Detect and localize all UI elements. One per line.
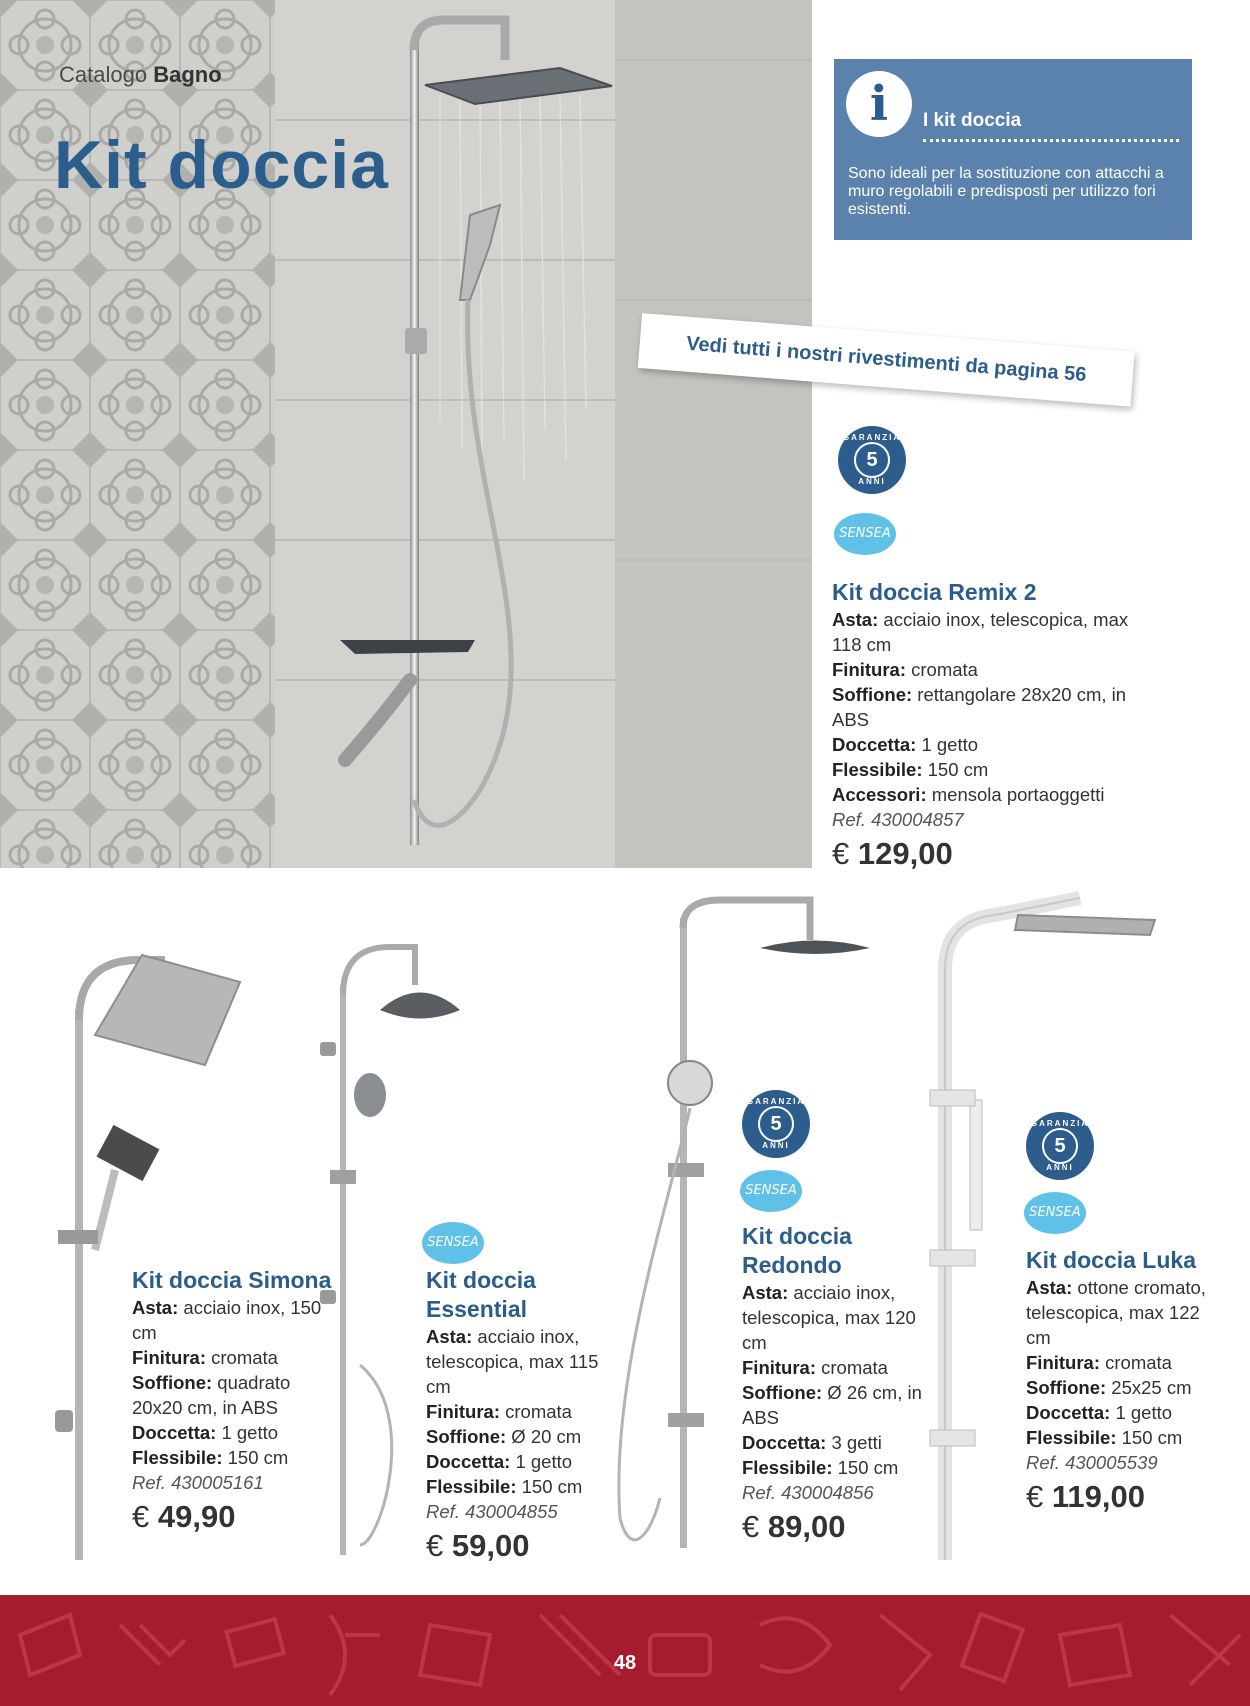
spec-value: 150 cm bbox=[521, 1476, 583, 1497]
product-card bbox=[832, 578, 1162, 872]
spec-value: cromata bbox=[1105, 1352, 1172, 1373]
product-card bbox=[426, 1266, 616, 1564]
sensea-logo: SENSEA bbox=[1024, 1192, 1086, 1234]
spec-value: Ø 26 cm, in ABS bbox=[742, 1382, 922, 1428]
warranty-label: GARANZIA bbox=[1030, 1119, 1090, 1128]
product-name: Kit doccia Remix 2 bbox=[832, 579, 1037, 605]
spec-value: mensola portaoggetti bbox=[931, 784, 1105, 805]
warranty-unit: ANNI bbox=[1046, 1163, 1074, 1172]
product-spec bbox=[832, 657, 1162, 682]
spec-label: Flessibile: bbox=[426, 1476, 517, 1497]
product-spec bbox=[132, 1420, 332, 1445]
product-spec bbox=[426, 1449, 616, 1474]
page-title: Kit doccia bbox=[54, 127, 389, 203]
spec-label: Asta: bbox=[1026, 1277, 1073, 1298]
price-value: 129,00 bbox=[857, 836, 953, 871]
product-spec bbox=[1026, 1275, 1226, 1350]
price-currency: € bbox=[1026, 1479, 1044, 1514]
spec-value: cromata bbox=[821, 1357, 888, 1378]
spec-label: Soffione: bbox=[1026, 1377, 1107, 1398]
tools-pattern bbox=[0, 1595, 1250, 1706]
warranty-label: GARANZIA bbox=[746, 1097, 806, 1106]
spec-label: Finitura: bbox=[742, 1357, 816, 1378]
spec-label: Soffione: bbox=[132, 1372, 213, 1393]
spec-label: Asta: bbox=[742, 1282, 789, 1303]
product-spec bbox=[832, 607, 1162, 657]
spec-label: Accessori: bbox=[832, 784, 927, 805]
info-text: Sono ideali per la sostituzione con attacchi a muro regolabili e predisposti per utilizzo fori esistenti. bbox=[848, 165, 1164, 218]
spec-label: Flessibile: bbox=[832, 759, 923, 780]
product-spec bbox=[742, 1280, 932, 1355]
price-value: 49,90 bbox=[157, 1499, 236, 1534]
price-value: 119,00 bbox=[1051, 1479, 1145, 1514]
spec-value: 150 cm bbox=[227, 1447, 289, 1468]
spec-value: cromata bbox=[505, 1401, 572, 1422]
info-box bbox=[834, 59, 1192, 240]
product-spec bbox=[742, 1380, 932, 1430]
catalog-section: Bagno bbox=[153, 62, 222, 87]
spec-value: 1 getto bbox=[221, 1422, 279, 1443]
spec-label: Soffione: bbox=[742, 1382, 823, 1403]
product-spec bbox=[426, 1324, 616, 1399]
spec-label: Flessibile: bbox=[742, 1457, 833, 1478]
warranty-badge bbox=[1026, 1112, 1094, 1180]
spec-label: Asta: bbox=[132, 1297, 179, 1318]
spec-value: 3 getti bbox=[831, 1432, 882, 1453]
price-currency: € bbox=[132, 1499, 150, 1534]
tiles-reference-ribbon[interactable]: Vedi tutti i nostri rivestimenti da pagina 56 bbox=[638, 313, 1135, 407]
product-spec bbox=[426, 1424, 616, 1449]
price-value: 59,00 bbox=[451, 1528, 530, 1563]
warranty-unit: ANNI bbox=[858, 477, 886, 486]
product-name: Kit doccia Redondo bbox=[742, 1223, 852, 1278]
warranty-years: 5 bbox=[758, 1106, 794, 1142]
warranty-years: 5 bbox=[1042, 1128, 1078, 1164]
product-ref: Ref. 430005539 bbox=[1026, 1452, 1158, 1473]
product-spec bbox=[1026, 1425, 1226, 1450]
price-currency: € bbox=[832, 836, 850, 871]
spec-value: acciaio inox, 150 cm bbox=[132, 1297, 322, 1343]
product-name: Kit doccia Essential bbox=[426, 1267, 536, 1322]
spec-value: 150 cm bbox=[927, 759, 989, 780]
info-icon: i bbox=[846, 71, 912, 137]
spec-label: Flessibile: bbox=[1026, 1427, 1117, 1448]
product-card bbox=[742, 1222, 932, 1545]
sensea-logo: SENSEA bbox=[740, 1170, 802, 1212]
product-ref: Ref. 430004857 bbox=[832, 809, 964, 830]
spec-label: Soffione: bbox=[832, 684, 913, 705]
product-card bbox=[132, 1266, 332, 1535]
spec-value: acciaio inox, telescopica, max 115 cm bbox=[426, 1326, 599, 1397]
product-ref: Ref. 430004855 bbox=[426, 1501, 558, 1522]
spec-value: 1 getto bbox=[515, 1451, 573, 1472]
warranty-years: 5 bbox=[854, 442, 890, 478]
spec-label: Doccetta: bbox=[742, 1432, 827, 1453]
sensea-logo: SENSEA bbox=[422, 1222, 484, 1264]
spec-label: Finitura: bbox=[1026, 1352, 1100, 1373]
price-value: 89,00 bbox=[767, 1509, 846, 1544]
spec-value: 150 cm bbox=[837, 1457, 899, 1478]
sensea-logo: SENSEA bbox=[834, 513, 896, 555]
product-spec bbox=[132, 1445, 332, 1470]
page-number: 48 bbox=[613, 1652, 637, 1674]
spec-value: 1 getto bbox=[1115, 1402, 1173, 1423]
price-currency: € bbox=[742, 1509, 760, 1544]
spec-value: acciaio inox, telescopica, max 118 cm bbox=[832, 609, 1129, 655]
product-spec bbox=[1026, 1400, 1226, 1425]
spec-value: quadrato 20x20 cm, in ABS bbox=[132, 1372, 291, 1418]
spec-label: Doccetta: bbox=[832, 734, 917, 755]
spec-label: Doccetta: bbox=[132, 1422, 217, 1443]
spec-value: 150 cm bbox=[1121, 1427, 1183, 1448]
spec-label: Soffione: bbox=[426, 1426, 507, 1447]
product-spec bbox=[426, 1399, 616, 1424]
product-spec bbox=[132, 1295, 332, 1345]
spec-label: Doccetta: bbox=[426, 1451, 511, 1472]
product-spec bbox=[832, 782, 1162, 807]
warranty-badge bbox=[838, 426, 906, 494]
product-ref: Ref. 430004856 bbox=[742, 1482, 874, 1503]
warranty-label: GARANZIA bbox=[842, 433, 902, 442]
spec-label: Finitura: bbox=[132, 1347, 206, 1368]
footer-band bbox=[0, 1595, 1250, 1706]
spec-label: Doccetta: bbox=[1026, 1402, 1111, 1423]
product-spec bbox=[742, 1455, 932, 1480]
spec-value: cromata bbox=[211, 1347, 278, 1368]
product-price bbox=[742, 1509, 932, 1545]
spec-value: 25x25 cm bbox=[1111, 1377, 1192, 1398]
spec-value: Ø 20 cm bbox=[511, 1426, 582, 1447]
price-currency: € bbox=[426, 1528, 444, 1563]
product-spec bbox=[742, 1355, 932, 1380]
spec-value: rettangolare 28x20 cm, in ABS bbox=[832, 684, 1127, 730]
spec-label: Asta: bbox=[426, 1326, 473, 1347]
product-spec bbox=[132, 1345, 332, 1370]
product-spec bbox=[1026, 1350, 1226, 1375]
spec-label: Flessibile: bbox=[132, 1447, 223, 1468]
product-price bbox=[832, 836, 1162, 872]
product-ref: Ref. 430005161 bbox=[132, 1472, 264, 1493]
product-spec bbox=[832, 757, 1162, 782]
product-spec bbox=[832, 732, 1162, 757]
product-spec bbox=[132, 1370, 332, 1420]
spec-label: Finitura: bbox=[832, 659, 906, 680]
product-card bbox=[1026, 1246, 1226, 1515]
info-title: I kit doccia bbox=[923, 110, 1022, 131]
warranty-unit: ANNI bbox=[762, 1141, 790, 1150]
spec-value: ottone cromato, telescopica, max 122 cm bbox=[1026, 1277, 1206, 1348]
warranty-badge bbox=[742, 1090, 810, 1158]
info-divider bbox=[923, 139, 1179, 142]
product-spec bbox=[1026, 1375, 1226, 1400]
product-price bbox=[132, 1499, 332, 1535]
product-name: Kit doccia Simona bbox=[132, 1267, 332, 1293]
spec-value: acciaio inox, telescopica, max 120 cm bbox=[742, 1282, 916, 1353]
product-name: Kit doccia Luka bbox=[1026, 1247, 1196, 1273]
product-price bbox=[1026, 1479, 1226, 1515]
catalog-label: Catalogo bbox=[59, 62, 148, 87]
product-spec bbox=[832, 682, 1162, 732]
product-price bbox=[426, 1528, 616, 1564]
product-spec bbox=[742, 1430, 932, 1455]
spec-value: cromata bbox=[911, 659, 978, 680]
spec-label: Asta: bbox=[832, 609, 879, 630]
spec-value: 1 getto bbox=[921, 734, 979, 755]
product-spec bbox=[426, 1474, 616, 1499]
spec-label: Finitura: bbox=[426, 1401, 500, 1422]
catalog-breadcrumb bbox=[59, 62, 222, 88]
